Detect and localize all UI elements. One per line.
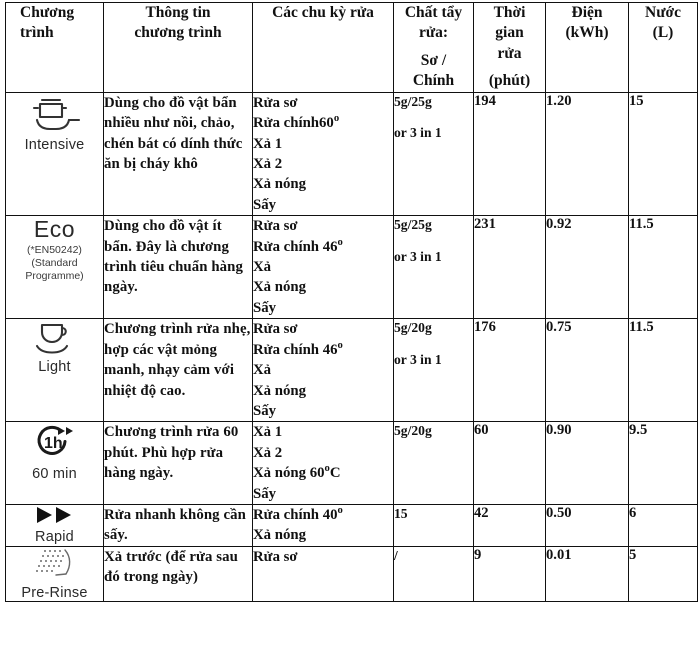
water-consumption-cell: 5: [629, 546, 698, 601]
table-header: [6, 3, 698, 93]
header-line: Thời: [493, 4, 526, 21]
wash-cycles-cell: [253, 216, 394, 319]
wash-cycle-step: Rửa sơ: [253, 94, 298, 111]
column-header-info: [104, 3, 253, 93]
wash-cycle-step: Xả nóng: [253, 527, 307, 544]
detergent-amount: 5g/20g: [394, 423, 432, 439]
header-line: rửa:: [418, 24, 449, 42]
header-line: Chất tẩy: [404, 4, 463, 21]
wash-time-cell: 9: [474, 546, 546, 601]
table-row: [6, 422, 698, 505]
water-consumption-cell: 11.5: [629, 216, 698, 319]
table-row: [6, 216, 698, 319]
programme-table-sheet: [0, 2, 700, 668]
programme-badge: [6, 93, 103, 153]
column-header-detergent: [394, 3, 474, 93]
programme-cell: [6, 546, 104, 601]
table-row: [6, 504, 698, 546]
programme-cell: [6, 319, 104, 422]
wash-cycle-step: Rửa sơ: [253, 218, 298, 235]
svg-text:1h: 1h: [43, 435, 63, 453]
power-consumption-cell: 0.92: [546, 216, 629, 319]
programme-cell: [6, 422, 104, 505]
wash-cycle-step: Rửa chính 46$^o$: [253, 339, 343, 358]
column-header-power: [546, 3, 629, 93]
detergent-cell: [394, 92, 474, 215]
wash-cycle-step: Rửa chính60$^o$: [253, 113, 340, 132]
programme-info-cell: Chương trình rửa 60 phút. Phù hợp rửa hàng ngày.: [104, 422, 253, 505]
wash-time-cell: 42: [474, 504, 546, 546]
wash-cycle-step: Xả nóng: [253, 279, 307, 296]
detergent-alternative: or 3 in 1: [394, 248, 442, 264]
programme-table: [5, 2, 698, 602]
detergent-alternative: or 3 in 1: [394, 125, 442, 141]
wash-cycles-cell: [253, 504, 394, 546]
programme-cell: [6, 216, 104, 319]
header-line: Nước: [645, 4, 681, 21]
water-consumption-cell: 9.5: [629, 422, 698, 505]
programme-name: Intensive: [24, 136, 85, 153]
programme-info-cell: Dùng cho đồ vật bẩn nhiều như nồi, chảo, chén bát có dính thức ăn bị cháy khô: [104, 92, 253, 215]
detergent-cell: [394, 546, 474, 601]
column-header-program: [6, 3, 104, 93]
programme-subtitle-line: Programme): [25, 269, 84, 282]
header-line: (L): [652, 24, 674, 42]
detergent-spacer: [394, 234, 473, 248]
programme-name: Pre-Rinse: [21, 584, 88, 601]
wash-cycles-cell: [253, 92, 394, 215]
detergent-amount: 5g/25g: [394, 217, 432, 233]
header-line: Điện: [571, 4, 603, 21]
programme-subtitle: [25, 244, 83, 282]
table-row: [6, 546, 698, 601]
cup-saucer-icon: [29, 319, 81, 355]
programme-name: Eco: [33, 216, 76, 243]
header-line: Thông tin: [145, 4, 211, 21]
wash-cycles-cell: [253, 422, 394, 505]
programme-badge: [6, 422, 103, 482]
programme-subtitle-line: (*EN50242): [27, 244, 82, 257]
wash-time-cell: 176: [474, 319, 546, 422]
power-consumption-cell: 0.01: [546, 546, 629, 601]
wash-cycle-step: Rửa chính 46$^o$: [253, 236, 343, 255]
detergent-amount: 5g/20g: [394, 320, 432, 336]
programme-name: 60 min: [32, 466, 77, 483]
programme-subtitle-line: (Standard: [31, 257, 78, 270]
wash-cycle-step: Rửa sơ: [253, 548, 298, 565]
one-hour-clock-icon: [31, 422, 79, 462]
detergent-spacer: [394, 110, 473, 124]
power-consumption-cell: 0.90: [546, 422, 629, 505]
programme-badge: [6, 319, 103, 375]
water-consumption-cell: 11.5: [629, 319, 698, 422]
wash-cycle-step: Xả 1: [253, 135, 283, 152]
wash-cycle-step: Sấy: [253, 196, 277, 213]
wash-time-cell: 60: [474, 422, 546, 505]
power-consumption-cell: 0.50: [546, 504, 629, 546]
detergent-cell: [394, 319, 474, 422]
table-row: [6, 319, 698, 422]
detergent-cell: [394, 216, 474, 319]
table-row: [6, 92, 698, 215]
header-line: chương trình: [134, 24, 222, 42]
programme-info-cell: Xả trước (để rửa sau đó trong ngày): [104, 546, 253, 601]
header-line: (kWh): [565, 24, 609, 42]
programme-badge: [6, 505, 103, 545]
wash-cycle-step: Rửa sơ: [253, 321, 298, 338]
power-consumption-cell: 1.20: [546, 92, 629, 215]
double-arrow-icon: [30, 505, 80, 525]
detergent-cell: [394, 422, 474, 505]
wash-cycle-step: Xả nóng: [253, 382, 307, 399]
wash-cycle-step: Xả: [253, 259, 272, 276]
table-body: [6, 92, 698, 601]
wash-time-cell: 194: [474, 92, 546, 215]
header-line: trình: [20, 24, 54, 42]
header-line: Các chu kỳ rửa: [272, 4, 374, 21]
programme-info-cell: Dùng cho đồ vật ít bẩn. Đây là chương trình tiêu chuẩn hàng ngày.: [104, 216, 253, 319]
spray-dots-icon: [32, 547, 78, 581]
header-line: Sơ /: [420, 51, 447, 69]
programme-name: Light: [38, 359, 71, 376]
programme-badge: [6, 547, 103, 601]
programme-name: Rapid: [35, 528, 74, 545]
wash-cycle-step: Xả 1: [253, 424, 283, 441]
wash-cycle-step: Sấy: [253, 402, 277, 419]
header-row: [6, 3, 698, 93]
pot-pan-icon: [28, 93, 82, 133]
header-spacer: [474, 64, 545, 71]
programme-cell: [6, 504, 104, 546]
wash-cycles-cell: [253, 546, 394, 601]
programme-cell: [6, 92, 104, 215]
detergent-alternative: or 3 in 1: [394, 351, 442, 367]
wash-cycle-step: Rửa chính 40$^o$: [253, 505, 343, 523]
header-line: rửa: [497, 44, 522, 62]
detergent-amount: 15: [394, 505, 408, 521]
wash-cycle-step: Xả 2: [253, 444, 283, 461]
detergent-spacer: [394, 337, 473, 351]
column-header-time: [474, 3, 546, 93]
header-line: gian: [495, 24, 524, 42]
programme-info-cell: Rửa nhanh không cần sấy.: [104, 504, 253, 546]
power-consumption-cell: 0.75: [546, 319, 629, 422]
wash-cycle-step: Xả 2: [253, 156, 283, 173]
detergent-amount: 5g/25g: [394, 93, 432, 109]
water-consumption-cell: 6: [629, 504, 698, 546]
wash-cycle-step: Xả nóng 60$^o$C: [253, 463, 341, 482]
wash-cycles-cell: [253, 319, 394, 422]
header-line: Chương: [20, 4, 75, 21]
header-line: Chính: [412, 72, 455, 90]
programme-info-cell: Chương trình rửa nhẹ, hợp các vật mỏng manh, nhạy cảm với nhiệt độ cao.: [104, 319, 253, 422]
water-consumption-cell: 15: [629, 92, 698, 215]
column-header-water: [629, 3, 698, 93]
header-spacer: [394, 44, 473, 51]
programme-badge: [6, 216, 103, 282]
wash-cycle-step: Sấy: [253, 485, 277, 502]
detergent-cell: [394, 504, 474, 546]
detergent-amount: /: [394, 547, 398, 563]
header-line: (phút): [488, 72, 531, 90]
wash-cycle-step: Xả: [253, 362, 272, 379]
wash-cycle-step: Xả nóng: [253, 176, 307, 193]
column-header-cycles: [253, 3, 394, 93]
wash-cycle-step: Sấy: [253, 299, 277, 316]
wash-time-cell: 231: [474, 216, 546, 319]
